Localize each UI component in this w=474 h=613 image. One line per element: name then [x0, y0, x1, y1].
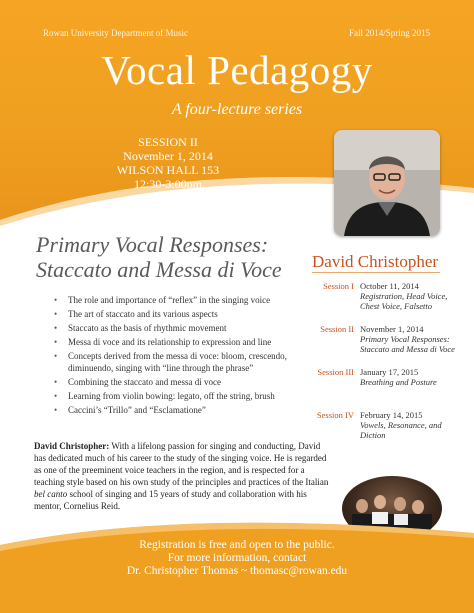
footer-line2: For more information, contact: [167, 552, 307, 564]
session-item-date: November 1, 2014: [360, 324, 424, 334]
session-details: [360, 324, 455, 354]
session-item-date: February 14, 2015: [360, 410, 423, 420]
footer-contact: Dr. Christopher Thomas ~ thomasc@rowan.edu: [126, 565, 348, 577]
bio-text-before: With a lifelong passion for singing and conducting, David has dedicated much of his career to the study of the singing voice. He is regarded as one of the preeminent voice teachers in the region, and is respected for a teaching style based on his own study of the principles and practices of the Italian: [34, 441, 329, 487]
session-location: WILSON HALL 153: [116, 163, 220, 177]
topic-point: • Combining the staccato and messa di voce: [54, 376, 314, 388]
footer-info: [0, 539, 474, 578]
term-label: Fall 2014/Spring 2015: [348, 28, 430, 38]
presenter-photo: [334, 130, 440, 236]
bio-text-after: school of singing and 15 years of study and collaboration with his mentor, Cornelius Reid.: [34, 489, 307, 511]
topic-point: • The role and importance of “reflex” in the singing voice: [54, 294, 314, 306]
session-item: [312, 324, 455, 367]
session-info: [103, 135, 233, 191]
session-label: Session II: [320, 324, 354, 334]
name-divider: [312, 272, 440, 273]
topic-point: • Messa di voce and its relationship to expression and line: [54, 336, 314, 348]
topic-point: • Concepts derived from the messa di voce: bloom, crescendo, diminuendo, singing with “line through the phrase”: [54, 350, 314, 374]
session-time: 12:30-3:00pm: [134, 177, 202, 191]
topic-point: • Staccato as the basis of rhythmic movement: [54, 322, 314, 334]
topic-title-line2: Staccato and Messa di Voce: [36, 257, 282, 282]
session-label: Session I: [323, 281, 354, 291]
topic-points: [54, 294, 314, 418]
session-item-topic: Primary Vocal Responses: Staccato and Messa di Voce: [360, 334, 455, 354]
session-item-topic: Registration, Head Voice, Chest Voice, Falsetto: [360, 291, 448, 311]
topic-point: • The art of staccato and its various aspects: [54, 308, 314, 320]
page-title: Vocal Pedagogy: [101, 47, 373, 93]
topic-title-line1: Primary Vocal Responses:: [36, 232, 269, 257]
department-name: Rowan University Department of Music: [43, 28, 188, 38]
session-item: [312, 281, 452, 324]
session-label: Session IV: [316, 410, 354, 420]
session-number: SESSION II: [138, 135, 198, 149]
session-label: Session III: [317, 367, 354, 377]
session-item-topic: Vowels, Resonance, and Diction: [360, 420, 442, 440]
presenter-bio: [34, 440, 334, 512]
session-details: [360, 410, 455, 440]
topic-title: [36, 232, 301, 282]
session-date: November 1, 2014: [123, 149, 213, 163]
footer-line1: Registration is free and open to the public.: [139, 539, 335, 551]
session-details: [360, 367, 455, 387]
topic-point: • Learning from violin bowing: legato, off the string, brush: [54, 390, 314, 402]
session-details: [360, 281, 455, 311]
presenter-name: David Christopher: [312, 252, 439, 271]
session-item-date: October 11, 2014: [360, 281, 419, 291]
session-item-date: January 17, 2015: [360, 367, 419, 377]
session-schedule: [312, 281, 455, 453]
page-subtitle: A four-lecture series: [171, 101, 303, 118]
session-item: [312, 367, 452, 410]
session-item-topic: Breathing and Posture: [360, 377, 437, 387]
topic-point: • Caccini’s “Trillo” and “Esclamatione”: [54, 404, 314, 416]
bio-italic: bel canto: [34, 489, 68, 499]
bio-name: David Christopher:: [34, 441, 110, 451]
